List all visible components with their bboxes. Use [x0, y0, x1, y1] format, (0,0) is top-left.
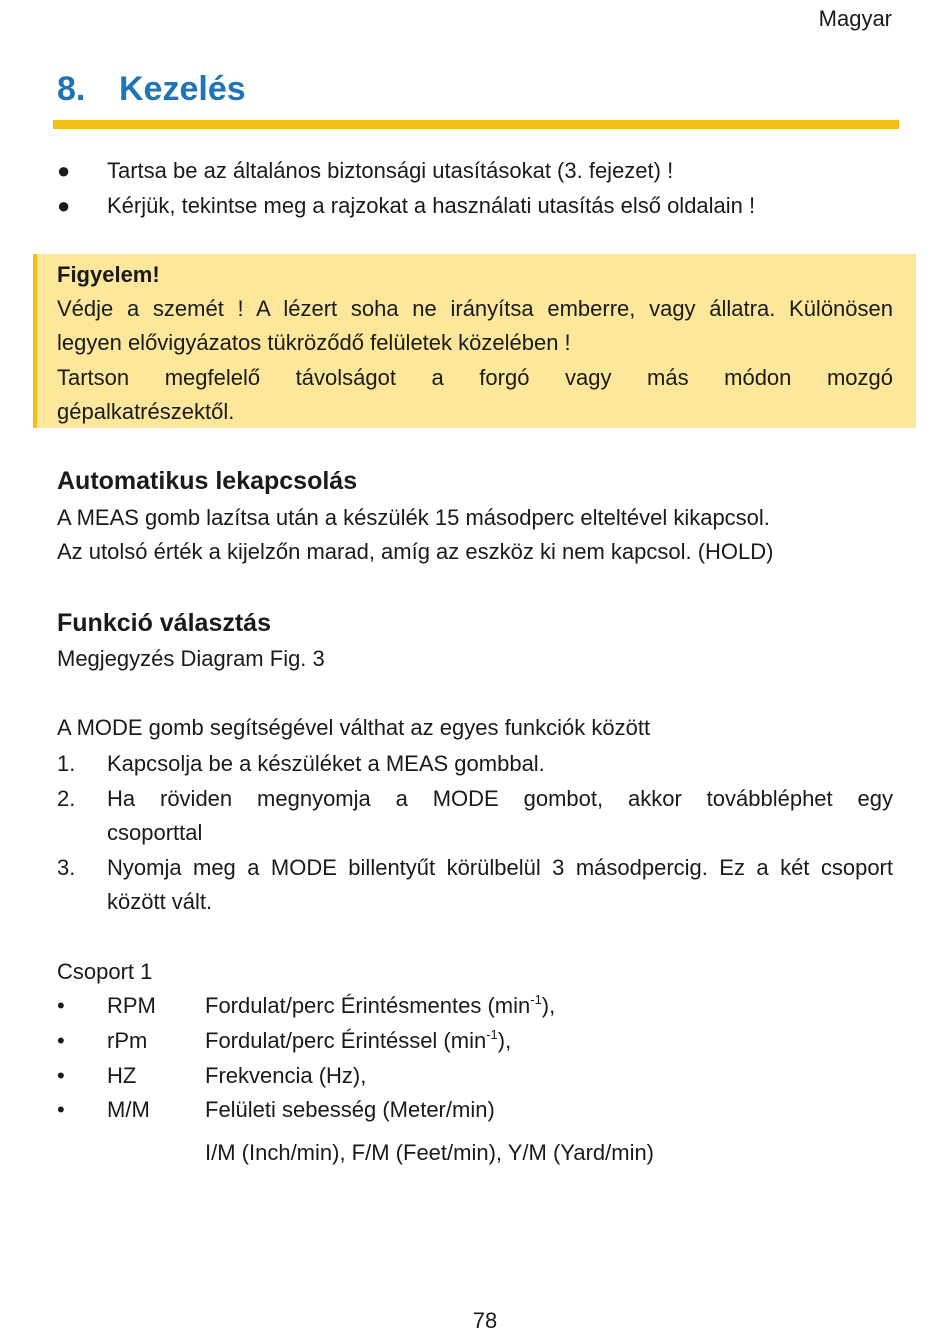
bullet-icon: •	[57, 1028, 65, 1053]
step-number: 2.	[57, 786, 76, 811]
step-text: Ha röviden megnyomja a MODE gombot, akkor továbbléphet egy	[107, 786, 893, 811]
superscript: -1	[530, 992, 542, 1007]
paragraph-line: A MEAS gomb lazítsa után a készülék 15 másodperc elteltével kikapcsol.	[57, 505, 770, 530]
list-item-text: Tartsa be az általános biztonsági utasításokat (3. fejezet) !	[107, 158, 674, 183]
mode-code: RPM	[107, 993, 156, 1018]
warning-line: legyen elővigyázatos tükröződő felületek közelében !	[57, 330, 571, 355]
bullet-icon: •	[57, 1097, 65, 1122]
chapter-heading	[57, 70, 246, 109]
warning-title: Figyelem!	[57, 262, 160, 287]
paragraph-line: A MODE gomb segítségével válthat az egyes funkciók között	[57, 715, 651, 740]
step-text: csoporttal	[107, 820, 203, 845]
list-item-text: Kérjük, tekintse meg a rajzokat a használati utasítás első oldalain !	[107, 193, 756, 218]
bullet-icon: ●	[57, 193, 71, 218]
section-heading-function-select: Funkció választás	[57, 609, 271, 637]
step-text: Nyomja meg a MODE billentyűt körülbelül 3 másodpercig. Ez a két csoport	[107, 855, 893, 880]
mode-code: rPm	[107, 1028, 148, 1053]
mode-description: Fordulat/perc Érintésmentes $(\min^{-1})$,	[205, 992, 556, 1018]
group-title: Csoport 1	[57, 959, 153, 984]
warning-line: Tartson megfelelő távolságot a forgó vagy más módon mozgó	[57, 365, 893, 390]
bullet-icon: •	[57, 993, 65, 1018]
step-number: 1.	[57, 751, 76, 776]
mode-code: HZ	[107, 1063, 137, 1088]
section-heading-auto-off: Automatikus lekapcsolás	[57, 467, 358, 495]
superscript: -1	[486, 1027, 498, 1042]
bullet-icon: ●	[57, 158, 71, 183]
mode-description: Frekvencia (Hz),	[205, 1063, 367, 1088]
step-text: Kapcsolja be a készüléket a MEAS gombbal.	[107, 751, 545, 776]
paragraph-line: Az utolsó érték a kijelzőn marad, amíg az eszköz ki nem kapcsol. (HOLD)	[57, 539, 774, 564]
chapter-title: Kezelés	[119, 70, 246, 108]
mode-description: Felületi sebesség (Meter/min)	[205, 1097, 495, 1122]
language-label: Magyar	[818, 6, 892, 31]
mode-description: I/M (Inch/min), F/M (Feet/min), Y/M (Yard/min)	[205, 1140, 655, 1165]
bullet-icon: •	[57, 1063, 65, 1088]
page-number: 78	[472, 1308, 498, 1333]
step-text: között vált.	[107, 889, 213, 914]
heading-rule	[53, 120, 899, 129]
warning-line: gépalkatrészektől.	[57, 399, 235, 424]
mode-description: Fordulat/perc Érintéssel $(\min^{-1})$,	[205, 1027, 512, 1053]
figure-note: Megjegyzés Diagram Fig. 3	[57, 646, 325, 671]
mode-code: M/M	[107, 1097, 150, 1122]
warning-line: Védje a szemét ! A lézert soha ne irányítsa emberre, vagy állatra. Különösen	[57, 296, 893, 321]
step-number: 3.	[57, 855, 76, 880]
chapter-number: 8.	[57, 70, 86, 108]
